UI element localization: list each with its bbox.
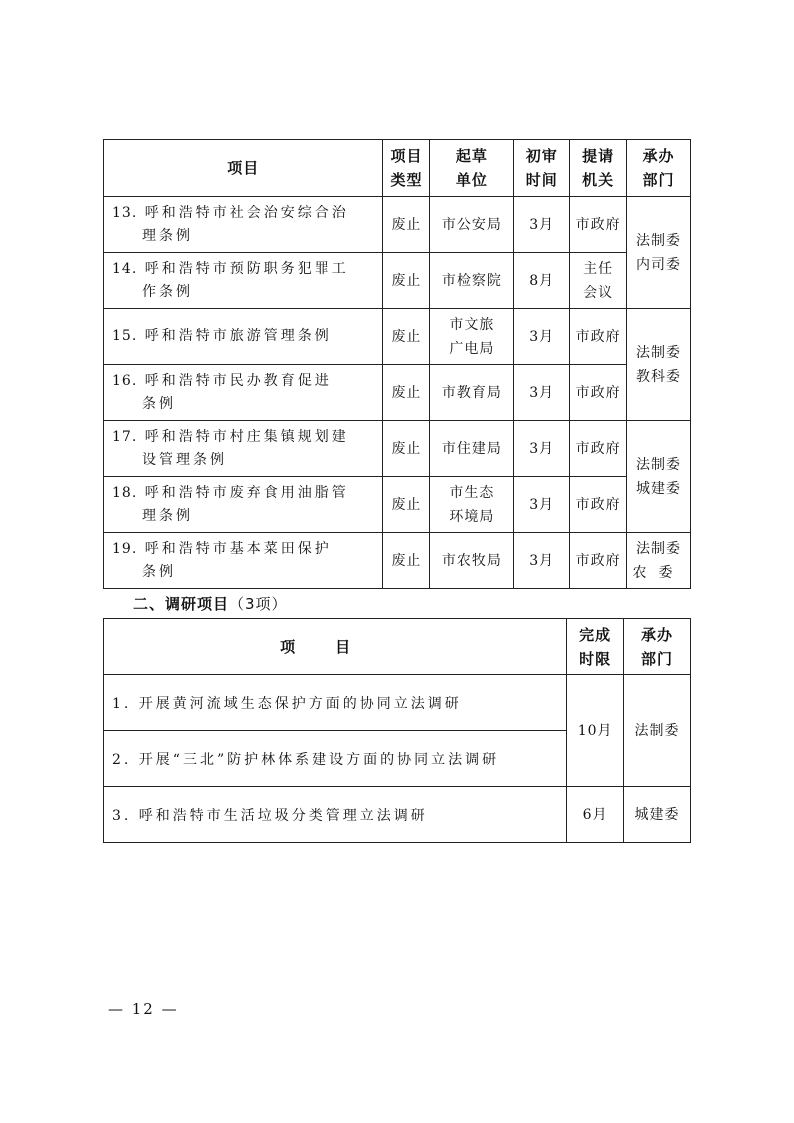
submitter-cell: 市政府: [570, 197, 627, 253]
review-cell: 3月: [514, 421, 570, 477]
drafter-cell: 市农牧局: [430, 533, 514, 589]
item-cell: 18. 呼和浩特市废弃食用油脂管 理条例: [104, 477, 383, 533]
table-row: [104, 309, 691, 365]
deadline-cell: 10月: [567, 675, 624, 787]
item-cell: 3. 呼和浩特市生活垃圾分类管理立法调研: [104, 787, 567, 843]
item-cell: 1. 开展黄河流域生态保护方面的协同立法调研: [104, 675, 567, 731]
table-row: [104, 197, 691, 253]
department-cell: 城建委: [624, 787, 691, 843]
table-row: [104, 675, 691, 731]
header-item: 项目: [104, 619, 567, 675]
item-cell: 13. 呼和浩特市社会治安综合治 理条例: [104, 197, 383, 253]
item-cell: 15. 呼和浩特市旅游管理条例: [104, 309, 383, 365]
legislation-plan-table: [103, 139, 691, 589]
drafter-cell: 市教育局: [430, 365, 514, 421]
submitter-cell: 市政府: [570, 365, 627, 421]
item-cell: 19. 呼和浩特市基本菜田保护 条例: [104, 533, 383, 589]
header-item: 项目: [104, 140, 383, 197]
drafter-cell: 市检察院: [430, 253, 514, 309]
header-department: 承办 部门: [627, 140, 691, 197]
header-type: 项目 类型: [383, 140, 430, 197]
table-header-row: [104, 140, 691, 197]
submitter-cell: 市政府: [570, 533, 627, 589]
type-cell: 废止: [383, 309, 430, 365]
submitter-cell: 市政府: [570, 477, 627, 533]
drafter-cell: 市住建局: [430, 421, 514, 477]
review-cell: 3月: [514, 533, 570, 589]
item-cell: 16. 呼和浩特市民办教育促进 条例: [104, 365, 383, 421]
item-cell: 14. 呼和浩特市预防职务犯罪工 作条例: [104, 253, 383, 309]
header-department: 承办 部门: [624, 619, 691, 675]
submitter-cell: 市政府: [570, 309, 627, 365]
drafter-cell: 市文旅 广电局: [430, 309, 514, 365]
department-cell: 法制委 教科委: [627, 309, 691, 421]
review-cell: 3月: [514, 197, 570, 253]
section-heading: 二、调研项目（3项）: [133, 595, 288, 613]
header-submitter: 提请 机关: [570, 140, 627, 197]
review-cell: 3月: [514, 309, 570, 365]
table-header-row: [104, 619, 691, 675]
header-review-time: 初审 时间: [514, 140, 570, 197]
submitter-cell: 市政府: [570, 421, 627, 477]
type-cell: 废止: [383, 253, 430, 309]
type-cell: 废止: [383, 533, 430, 589]
review-cell: 3月: [514, 365, 570, 421]
header-drafter: 起草 单位: [430, 140, 514, 197]
item-cell: 2. 开展“三北”防护林体系建设方面的协同立法调研: [104, 731, 567, 787]
page-number: — 12 —: [108, 1000, 179, 1018]
table-row: [104, 533, 691, 589]
deadline-cell: 6月: [567, 787, 624, 843]
department-cell: 法制委 内司委: [627, 197, 691, 309]
department-cell: 法制委 农委: [627, 533, 691, 589]
type-cell: 废止: [383, 421, 430, 477]
drafter-cell: 市公安局: [430, 197, 514, 253]
type-cell: 废止: [383, 365, 430, 421]
department-cell: 法制委 城建委: [627, 421, 691, 533]
research-projects-table: [103, 618, 691, 843]
header-deadline: 完成 时限: [567, 619, 624, 675]
table-row: [104, 787, 691, 843]
type-cell: 废止: [383, 197, 430, 253]
submitter-cell: 主任 会议: [570, 253, 627, 309]
type-cell: 废止: [383, 477, 430, 533]
review-cell: 3月: [514, 477, 570, 533]
table-row: [104, 421, 691, 477]
table-row: [104, 365, 691, 421]
table-row: [104, 477, 691, 533]
table-row: [104, 253, 691, 309]
department-cell: 法制委: [624, 675, 691, 787]
drafter-cell: 市生态 环境局: [430, 477, 514, 533]
review-cell: 8月: [514, 253, 570, 309]
item-cell: 17. 呼和浩特市村庄集镇规划建 设管理条例: [104, 421, 383, 477]
